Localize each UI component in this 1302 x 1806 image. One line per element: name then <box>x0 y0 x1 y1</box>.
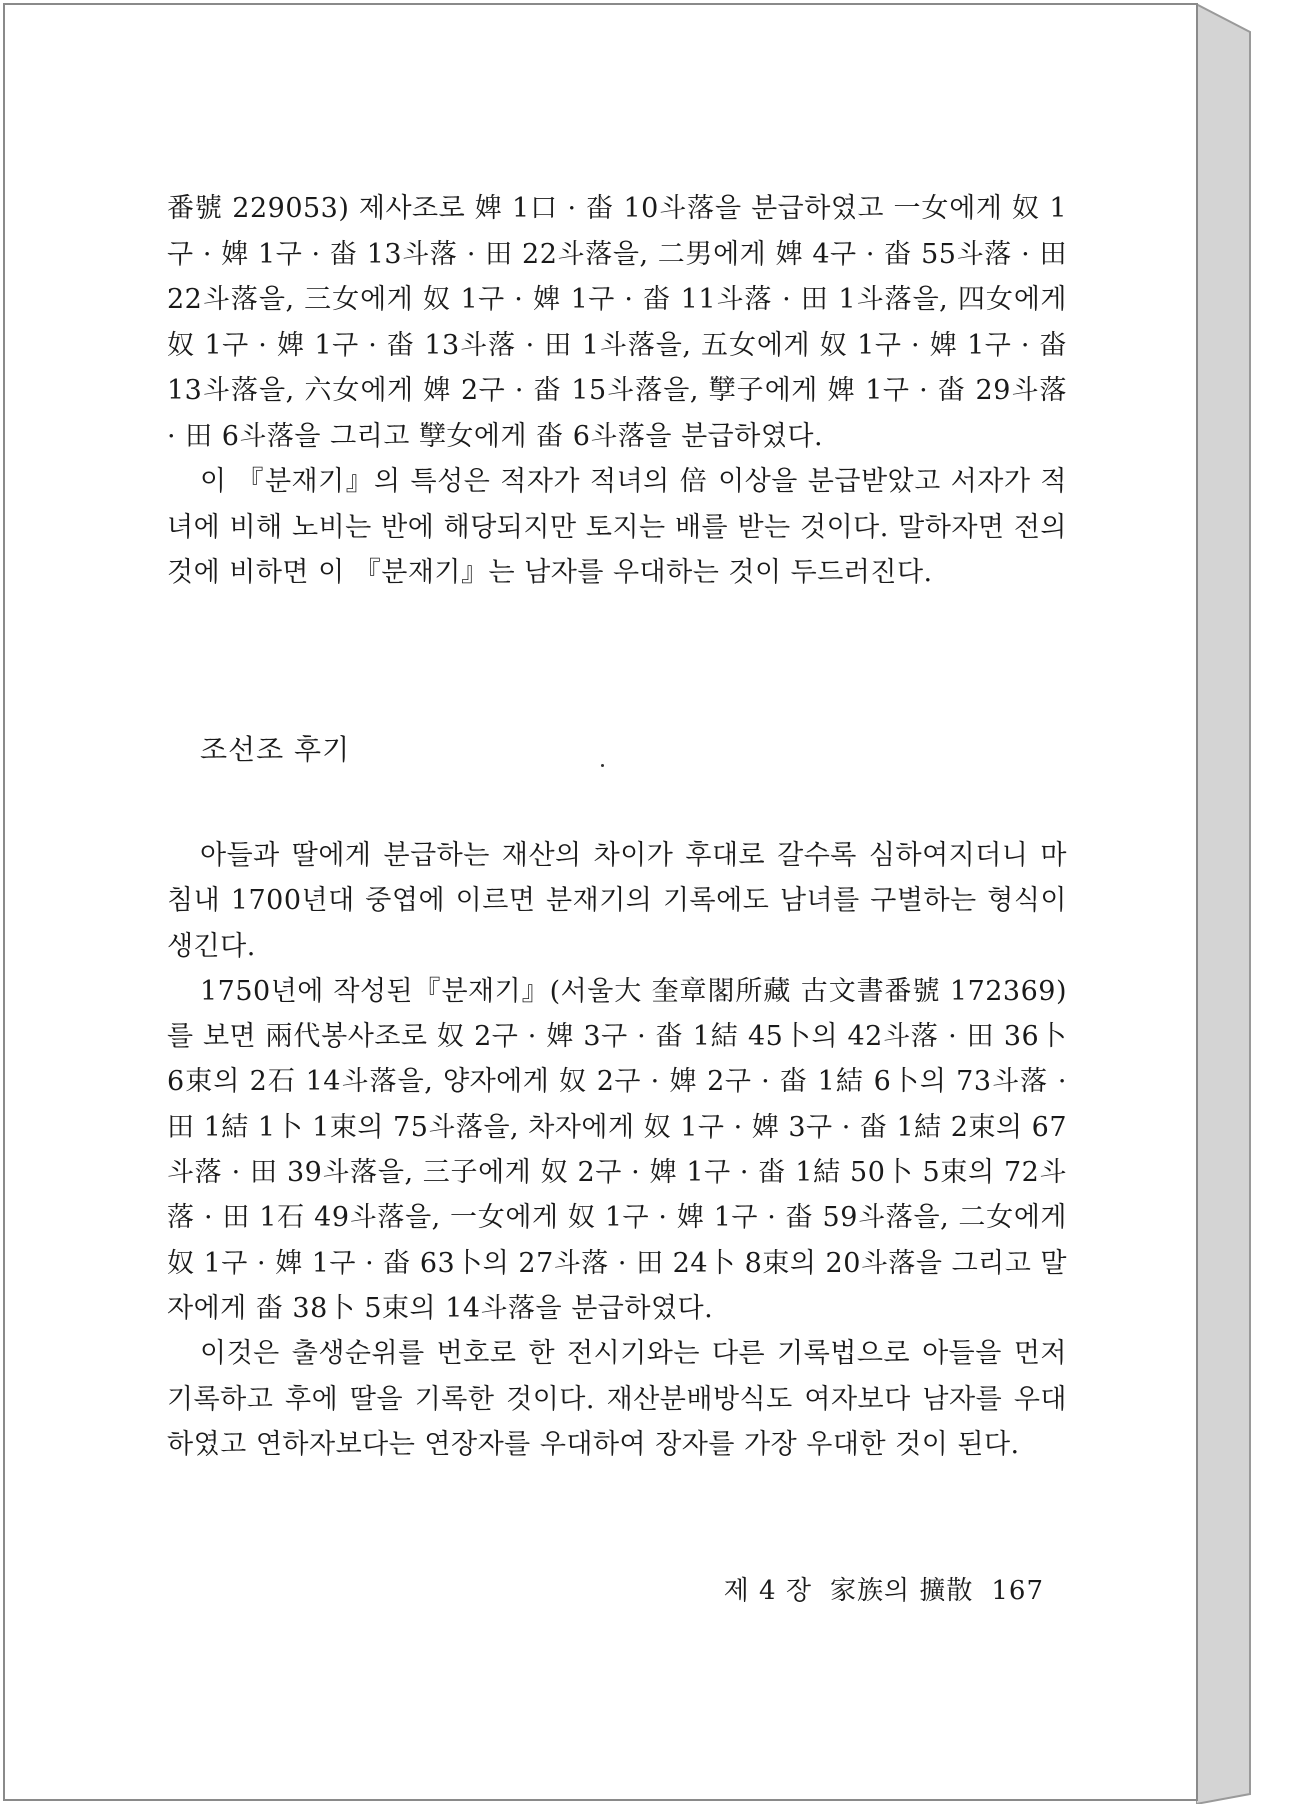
footer-chapter: 제 4 장 <box>723 1576 812 1606</box>
footer-title: 家族의 擴散 <box>829 1576 974 1606</box>
paragraph-record-1750: 1750년에 작성된『분재기』(서울大 奎章閣所藏 古文書番號 172369)를 보면 兩代봉사조로 奴 2구 · 婢 3구 · 畓 1結 45卜의 42斗落 · 田 36卜 6束의 2石 14斗落을, 양자에게 奴 2구 · 婢 2구 · 畓 1結 6卜의 73斗落 · 田 1結 1卜 1束의 75斗落을, 차자에게 奴 1구 · 婢 3구 · 畓 1結 2束의 67斗落 · 田 39斗落을, 三子에게 奴 2구 · 婢 1구 · 畓 1結 50卜 5束의 72斗落 · 田 1石 49斗落을, 一女에게 奴 1구 · 婢 1구 · 畓 59斗落을, 二女에게 奴 1구 · 婢 1구 · 畓 63卜의 27斗落 · 田 24卜 8束의 20斗落을 그리고 말자에게 畓 38卜 5束의 14斗落을 분급하였다. <box>167 975 1067 1324</box>
running-footer <box>724 1570 1044 1607</box>
paragraph-continuation: 番號 229053) 제사조로 婢 1口 · 畓 10斗落을 분급하였고 一女에게 奴 1구 · 婢 1구 · 畓 13斗落 · 田 22斗落을, 二男에게 婢 4구 · 畓 55斗落 · 田 22斗落을, 三女에게 奴 1구 · 婢 1구 · 畓 11斗落 · 田 1斗落을, 四女에게 奴 1구 · 婢 1구 · 畓 13斗落 · 田 1斗落을, 五女에게 奴 1구 · 婢 1구 · 畓 13斗落을, 六女에게 婢 2구 · 畓 15斗落을, 孼子에게 婢 1구 · 畓 29斗落 · 田 6斗落을 그리고 孼女에게 畓 6斗落을 분급하였다. <box>167 193 1067 452</box>
paragraph-analysis: 이 『분재기』의 특성은 적자가 적녀의 倍 이상을 분급받았고 서자가 적녀에 비해 노비는 반에 해당되지만 토지는 배를 받는 것이다. 말하자면 전의 것에 비하면 이 『분재기』는 남자를 우대하는 것이 두드러진다. <box>167 466 1067 588</box>
paragraph-intro: 아들과 딸에게 분급하는 재산의 차이가 후대로 갈수록 심하여지더니 마침내 1700년대 중엽에 이르면 분재기의 기록에도 남녀를 구별하는 형식이 생긴다. <box>167 840 1067 962</box>
scan-speck <box>601 764 604 767</box>
paragraph-conclusion: 이것은 출생순위를 번호로 한 전시기와는 다른 기록법으로 아들을 먼저 기록하고 후에 딸을 기록한 것이다. 재산분배방식도 여자보다 남자를 우대하였고 연하자보다는 연장자를 우대하여 장자를 가장 우대한 것이 된다. <box>167 1338 1067 1460</box>
section-heading: 조선조 후기 <box>200 733 351 766</box>
book-edge-shading <box>1196 4 1302 1804</box>
body-text-bottom <box>167 833 1067 1467</box>
body-text-top <box>167 186 1067 596</box>
page-number: 167 <box>991 1576 1044 1606</box>
